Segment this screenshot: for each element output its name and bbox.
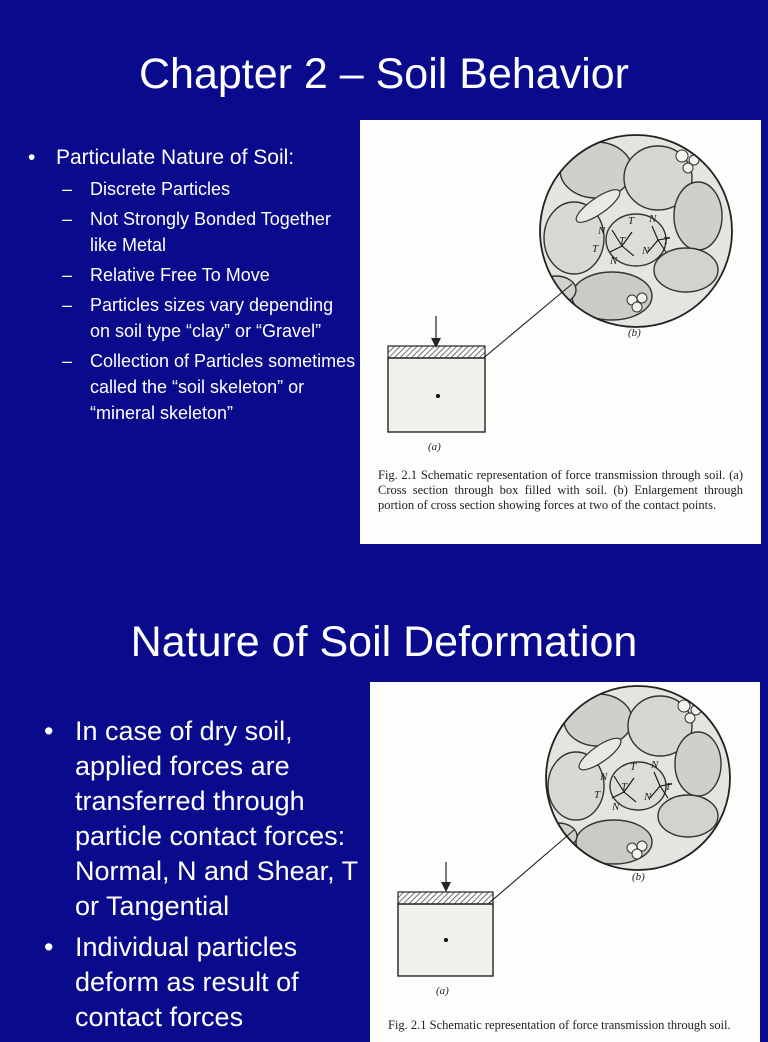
subbullet-text: Not Strongly Bonded Together like Metal (90, 209, 331, 255)
dash-marker: – (62, 209, 73, 229)
normal-force-symbol: N (644, 791, 652, 803)
tangential-force-symbol: T (630, 761, 637, 773)
bullet-dot: • (44, 716, 54, 746)
normal-force-symbol: N (649, 213, 657, 225)
force-transmission-diagram (370, 682, 760, 1012)
soil-force-figure (360, 120, 761, 544)
bullet-particle-deformation (44, 930, 374, 1035)
normal-force-symbol: N (642, 245, 650, 257)
slide2-bullet-list (44, 714, 374, 1041)
subbullet-item (56, 348, 358, 426)
slide1-bullet-list (28, 144, 358, 426)
tangential-force-symbol: T (594, 789, 601, 801)
sample-point (444, 938, 448, 942)
label-a: (a) (436, 985, 449, 997)
normal-force-symbol: N (612, 801, 620, 813)
normal-force-symbol: N (598, 225, 606, 237)
tangential-force-symbol: T (592, 243, 599, 255)
subbullet-item (56, 206, 358, 258)
tangential-force-symbol: T (628, 215, 635, 227)
normal-force-symbol: N (651, 759, 659, 771)
load-arrowhead (441, 882, 451, 892)
subbullet-item (56, 176, 358, 202)
dash-marker: – (62, 179, 73, 199)
bullet-particulate-nature (28, 144, 358, 426)
tangential-force-symbol: T (665, 781, 672, 793)
tangential-force-symbol: T (621, 781, 628, 793)
bullet-dry-soil (44, 714, 374, 924)
bullet-dot: • (44, 932, 54, 962)
label-b: (b) (632, 871, 645, 883)
figure-caption: Fig. 2.1 Schematic representation of force transmission through soil. (a) Cross section through box filled with soil. (b) Enlargement through portion of cross section showing forces at two of the contact points. (378, 468, 743, 512)
bullet-text: In case of dry soil, applied forces are transferred through particle contact forces: Normal, N and Shear, T or Tangential (75, 716, 358, 921)
figure-caption: Fig. 2.1 Schematic representation of force transmission through soil. (388, 1018, 731, 1032)
soil-force-figure (370, 682, 760, 1042)
tangential-force-symbol: T (619, 235, 626, 247)
dash-marker: – (62, 351, 73, 371)
subbullet-item (56, 262, 358, 288)
dash-marker: – (62, 295, 73, 315)
slide2-title: Nature of Soil Deformation (130, 618, 638, 666)
loading-plate (398, 892, 493, 904)
normal-force-symbol: N (610, 255, 618, 267)
subbullet-text: Collection of Particles sometimes called the “soil skeleton” or “mineral skeleton” (90, 351, 356, 423)
slide-soil-deformation (0, 590, 768, 1032)
force-transmission-diagram (360, 120, 761, 460)
subbullet-text: Relative Free To Move (90, 265, 270, 285)
slide1-title: Chapter 2 – Soil Behavior (138, 50, 629, 98)
particle-cluster (536, 135, 732, 327)
particle-cluster (539, 686, 730, 870)
label-a: (a) (428, 441, 441, 453)
subbullet-item (56, 292, 358, 344)
subbullet-text: Discrete Particles (90, 179, 231, 199)
dash-marker: – (62, 265, 73, 285)
bullet-text: Individual particles deform as result of contact forces (75, 932, 299, 1032)
loading-plate (388, 346, 485, 358)
label-b: (b) (628, 327, 641, 339)
normal-force-symbol: N (600, 771, 608, 783)
subbullet-list (56, 176, 358, 426)
bullet-dot: • (28, 146, 36, 169)
bullet-text: Particulate Nature of Soil: (56, 146, 295, 169)
subbullet-text: Particles sizes vary depending on soil type “clay” or “Gravel” (90, 295, 334, 341)
sample-point (436, 394, 440, 398)
tangential-force-symbol: T (663, 235, 670, 247)
